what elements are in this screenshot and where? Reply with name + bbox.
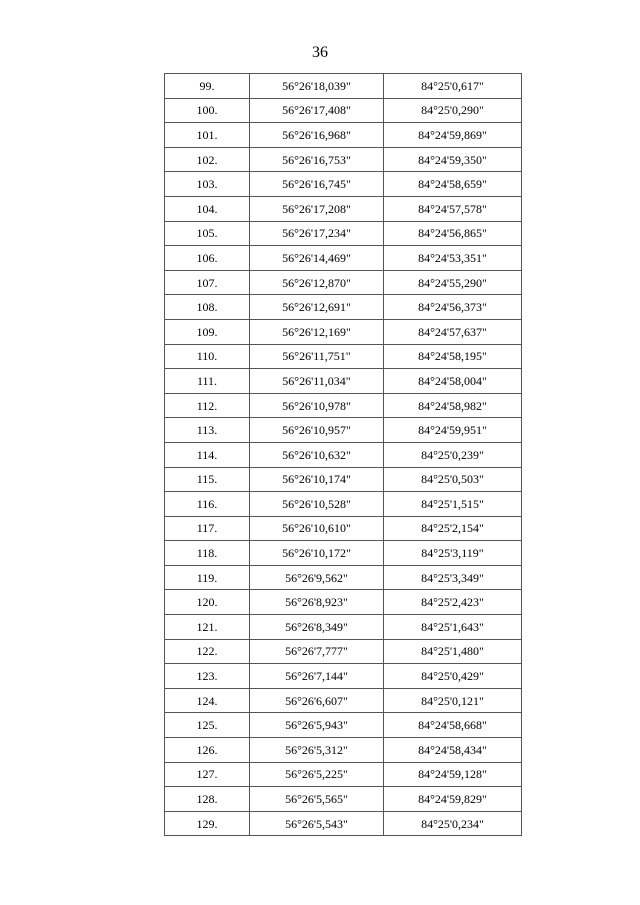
latitude-cell: 56°26'10,978" — [250, 393, 384, 418]
table-row — [165, 196, 522, 221]
latitude-cell: 56°26'11,034" — [250, 369, 384, 394]
point-number-cell: 121. — [165, 615, 250, 640]
latitude-cell: 56°26'11,751" — [250, 344, 384, 369]
latitude-cell: 56°26'12,870" — [250, 270, 384, 295]
table-row — [165, 393, 522, 418]
latitude-cell: 56°26'6,607" — [250, 688, 384, 713]
table-row — [165, 811, 522, 836]
longitude-cell: 84°25'1,480" — [384, 639, 522, 664]
latitude-cell: 56°26'10,632" — [250, 442, 384, 467]
point-number-cell: 119. — [165, 565, 250, 590]
point-number-cell: 124. — [165, 688, 250, 713]
latitude-cell: 56°26'8,349" — [250, 615, 384, 640]
point-number-cell: 110. — [165, 344, 250, 369]
latitude-cell: 56°26'5,543" — [250, 811, 384, 836]
latitude-cell: 56°26'5,312" — [250, 738, 384, 763]
longitude-cell: 84°24'59,829" — [384, 787, 522, 812]
point-number-cell: 122. — [165, 639, 250, 664]
longitude-cell: 84°24'58,668" — [384, 713, 522, 738]
point-number-cell: 102. — [165, 147, 250, 172]
longitude-cell: 84°25'0,290" — [384, 98, 522, 123]
longitude-cell: 84°24'58,982" — [384, 393, 522, 418]
table-row — [165, 123, 522, 148]
table-row — [165, 467, 522, 492]
longitude-cell: 84°25'0,503" — [384, 467, 522, 492]
longitude-cell: 84°24'58,434" — [384, 738, 522, 763]
point-number-cell: 108. — [165, 295, 250, 320]
longitude-cell: 84°24'58,195" — [384, 344, 522, 369]
point-number-cell: 129. — [165, 811, 250, 836]
table-row — [165, 713, 522, 738]
longitude-cell: 84°25'0,617" — [384, 74, 522, 99]
point-number-cell: 128. — [165, 787, 250, 812]
latitude-cell: 56°26'5,943" — [250, 713, 384, 738]
latitude-cell: 56°26'10,610" — [250, 516, 384, 541]
longitude-cell: 84°25'3,349" — [384, 565, 522, 590]
point-number-cell: 105. — [165, 221, 250, 246]
latitude-cell: 56°26'17,408" — [250, 98, 384, 123]
table-row — [165, 369, 522, 394]
table-row — [165, 418, 522, 443]
table-row — [165, 787, 522, 812]
coordinates-table — [164, 73, 522, 836]
longitude-cell: 84°24'59,951" — [384, 418, 522, 443]
longitude-cell: 84°25'2,423" — [384, 590, 522, 615]
longitude-cell: 84°25'0,429" — [384, 664, 522, 689]
point-number-cell: 111. — [165, 369, 250, 394]
latitude-cell: 56°26'10,174" — [250, 467, 384, 492]
point-number-cell: 104. — [165, 196, 250, 221]
latitude-cell: 56°26'7,777" — [250, 639, 384, 664]
point-number-cell: 117. — [165, 516, 250, 541]
table-row — [165, 270, 522, 295]
latitude-cell: 56°26'16,968" — [250, 123, 384, 148]
table-row — [165, 688, 522, 713]
longitude-cell: 84°25'0,239" — [384, 442, 522, 467]
point-number-cell: 127. — [165, 762, 250, 787]
table-row — [165, 492, 522, 517]
table-row — [165, 541, 522, 566]
longitude-cell: 84°24'57,578" — [384, 196, 522, 221]
point-number-cell: 101. — [165, 123, 250, 148]
point-number-cell: 109. — [165, 319, 250, 344]
longitude-cell: 84°25'3,119" — [384, 541, 522, 566]
longitude-cell: 84°25'2,154" — [384, 516, 522, 541]
table-row — [165, 172, 522, 197]
latitude-cell: 56°26'9,562" — [250, 565, 384, 590]
point-number-cell: 112. — [165, 393, 250, 418]
latitude-cell: 56°26'10,528" — [250, 492, 384, 517]
table-row — [165, 442, 522, 467]
point-number-cell: 113. — [165, 418, 250, 443]
point-number-cell: 126. — [165, 738, 250, 763]
longitude-cell: 84°24'57,637" — [384, 319, 522, 344]
longitude-cell: 84°24'56,373" — [384, 295, 522, 320]
table-row — [165, 516, 522, 541]
point-number-cell: 103. — [165, 172, 250, 197]
table-row — [165, 738, 522, 763]
latitude-cell: 56°26'12,169" — [250, 319, 384, 344]
table-row — [165, 762, 522, 787]
longitude-cell: 84°24'53,351" — [384, 246, 522, 271]
coordinates-table-body — [165, 74, 522, 836]
point-number-cell: 123. — [165, 664, 250, 689]
latitude-cell: 56°26'8,923" — [250, 590, 384, 615]
longitude-cell: 84°24'58,659" — [384, 172, 522, 197]
latitude-cell: 56°26'16,753" — [250, 147, 384, 172]
latitude-cell: 56°26'18,039" — [250, 74, 384, 99]
table-row — [165, 295, 522, 320]
table-row — [165, 590, 522, 615]
latitude-cell: 56°26'14,469" — [250, 246, 384, 271]
table-row — [165, 565, 522, 590]
longitude-cell: 84°24'59,869" — [384, 123, 522, 148]
latitude-cell: 56°26'17,208" — [250, 196, 384, 221]
page-number: 36 — [312, 44, 328, 61]
point-number-cell: 120. — [165, 590, 250, 615]
latitude-cell: 56°26'10,957" — [250, 418, 384, 443]
table-row — [165, 221, 522, 246]
longitude-cell: 84°25'0,121" — [384, 688, 522, 713]
table-row — [165, 639, 522, 664]
longitude-cell: 84°24'55,290" — [384, 270, 522, 295]
table-row — [165, 147, 522, 172]
point-number-cell: 115. — [165, 467, 250, 492]
point-number-cell: 114. — [165, 442, 250, 467]
table-row — [165, 246, 522, 271]
point-number-cell: 118. — [165, 541, 250, 566]
longitude-cell: 84°24'59,128" — [384, 762, 522, 787]
latitude-cell: 56°26'5,225" — [250, 762, 384, 787]
table-row — [165, 74, 522, 99]
longitude-cell: 84°25'0,234" — [384, 811, 522, 836]
table-row — [165, 319, 522, 344]
longitude-cell: 84°25'1,515" — [384, 492, 522, 517]
table-row — [165, 98, 522, 123]
point-number-cell: 107. — [165, 270, 250, 295]
latitude-cell: 56°26'12,691" — [250, 295, 384, 320]
latitude-cell: 56°26'17,234" — [250, 221, 384, 246]
latitude-cell: 56°26'5,565" — [250, 787, 384, 812]
point-number-cell: 116. — [165, 492, 250, 517]
latitude-cell: 56°26'16,745" — [250, 172, 384, 197]
longitude-cell: 84°24'58,004" — [384, 369, 522, 394]
latitude-cell: 56°26'10,172" — [250, 541, 384, 566]
point-number-cell: 106. — [165, 246, 250, 271]
table-row — [165, 344, 522, 369]
longitude-cell: 84°24'56,865" — [384, 221, 522, 246]
table-row — [165, 615, 522, 640]
longitude-cell: 84°24'59,350" — [384, 147, 522, 172]
point-number-cell: 100. — [165, 98, 250, 123]
point-number-cell: 99. — [165, 74, 250, 99]
table-row — [165, 664, 522, 689]
latitude-cell: 56°26'7,144" — [250, 664, 384, 689]
point-number-cell: 125. — [165, 713, 250, 738]
longitude-cell: 84°25'1,643" — [384, 615, 522, 640]
